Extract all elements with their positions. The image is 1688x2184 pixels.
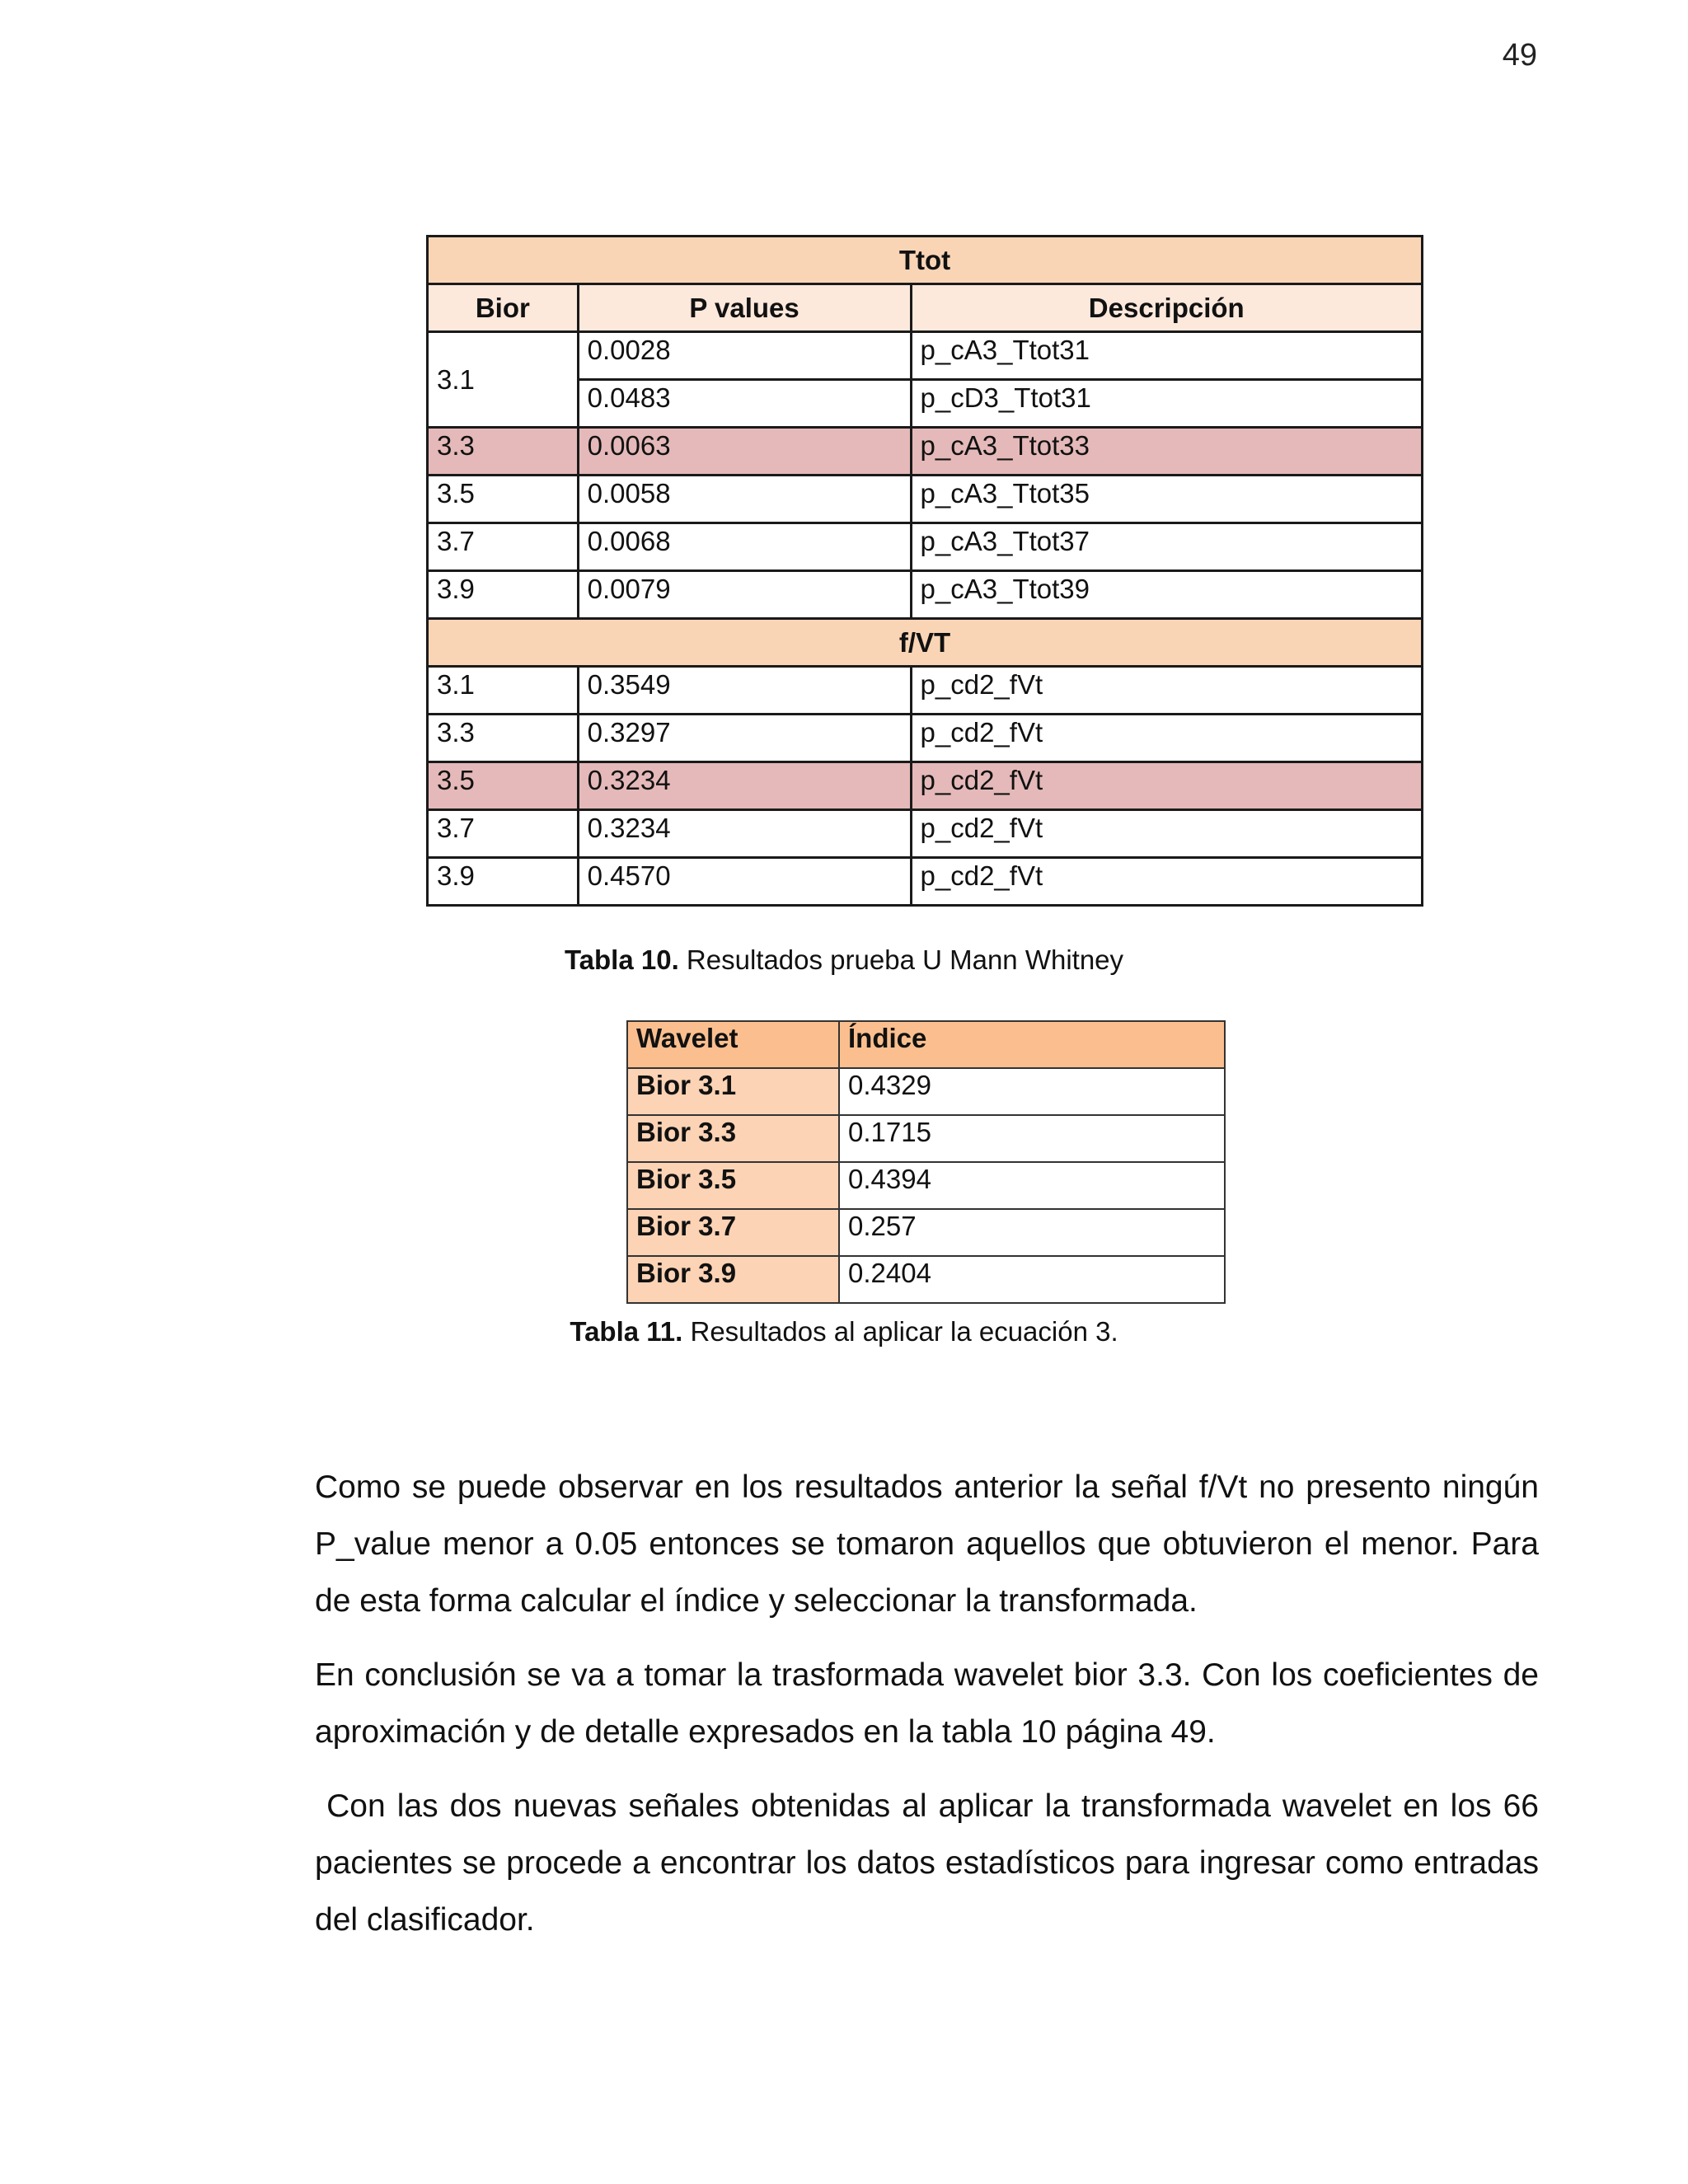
table-row: [627, 1115, 1225, 1162]
cell-p-value: 0.3297: [578, 715, 911, 762]
cell-indice: 0.1715: [839, 1115, 1225, 1162]
table-row: [428, 571, 1423, 619]
header-indice: Índice: [839, 1021, 1225, 1068]
section-title-ttot: Ttot: [428, 237, 1423, 284]
table11-caption-text: Resultados al aplicar la ecuación 3.: [682, 1316, 1118, 1347]
header-wavelet: Wavelet: [627, 1021, 839, 1068]
table10-caption-text: Resultados prueba U Mann Whitney: [678, 944, 1124, 975]
cell-indice: 0.257: [839, 1209, 1225, 1256]
cell-p-value: 0.4570: [578, 858, 911, 906]
cell-indice: 0.2404: [839, 1256, 1225, 1303]
cell-p-value: 0.3234: [578, 810, 911, 858]
cell-descripcion: p_cD3_Ttot31: [911, 380, 1422, 428]
table-row: [428, 476, 1423, 523]
cell-bior: 3.7: [428, 523, 579, 571]
cell-descripcion: p_cA3_Ttot35: [911, 476, 1422, 523]
table-mann-whitney: [426, 235, 1423, 907]
cell-descripcion: p_cd2_fVt: [911, 810, 1422, 858]
table-row: [428, 858, 1423, 906]
cell-wavelet: Bior 3.5: [627, 1162, 839, 1209]
table11-caption: [0, 1316, 1688, 1347]
paragraph-3: Con las dos nuevas señales obtenidas al aplicar la transformada wavelet en los 66 pacientes se procede a encontrar los datos estadísticos para ingresar como entradas del clasificador.: [315, 1788, 1548, 1938]
table-row: [627, 1068, 1225, 1115]
table-row: [428, 810, 1423, 858]
table-row: [428, 667, 1423, 715]
cell-p-value: 0.0079: [578, 571, 911, 619]
cell-descripcion: p_cd2_fVt: [911, 715, 1422, 762]
cell-bior: 3.9: [428, 571, 579, 619]
cell-bior: 3.3: [428, 428, 579, 476]
cell-indice: 0.4329: [839, 1068, 1225, 1115]
table-row: [627, 1256, 1225, 1303]
table-row: [627, 1162, 1225, 1209]
table10-caption-label: Tabla 10.: [564, 944, 679, 975]
section-header-ttot: [428, 237, 1423, 284]
cell-descripcion: p_cA3_Ttot31: [911, 332, 1422, 380]
table-row: [627, 1209, 1225, 1256]
cell-p-value: 0.3234: [578, 762, 911, 810]
section-header-fvt: [428, 619, 1423, 667]
column-header-row: [627, 1021, 1225, 1068]
cell-wavelet: Bior 3.9: [627, 1256, 839, 1303]
section-title-fvt: f/VT: [428, 619, 1423, 667]
cell-bior: 3.5: [428, 762, 579, 810]
cell-p-value: 0.0483: [578, 380, 911, 428]
cell-bior: 3.3: [428, 715, 579, 762]
cell-bior: 3.1: [428, 667, 579, 715]
cell-wavelet: Bior 3.7: [627, 1209, 839, 1256]
cell-bior: 3.7: [428, 810, 579, 858]
cell-p-value: 0.0028: [578, 332, 911, 380]
table11-caption-label: Tabla 11.: [570, 1316, 683, 1347]
table10-caption: [0, 944, 1688, 976]
cell-p-value: 0.0068: [578, 523, 911, 571]
cell-p-value: 0.0058: [578, 476, 911, 523]
cell-descripcion: p_cd2_fVt: [911, 667, 1422, 715]
table-row: [428, 332, 1423, 380]
cell-bior: 3.9: [428, 858, 579, 906]
cell-bior: 3.5: [428, 476, 579, 523]
cell-descripcion: p_cA3_Ttot39: [911, 571, 1422, 619]
table-row: [428, 523, 1423, 571]
cell-descripcion: p_cd2_fVt: [911, 858, 1422, 906]
cell-wavelet: Bior 3.3: [627, 1115, 839, 1162]
header-p-values: P values: [578, 284, 911, 332]
cell-descripcion: p_cA3_Ttot33: [911, 428, 1422, 476]
cell-bior: 3.1: [428, 332, 579, 428]
table-indice: [626, 1020, 1226, 1304]
cell-descripcion: p_cd2_fVt: [911, 762, 1422, 810]
cell-wavelet: Bior 3.1: [627, 1068, 839, 1115]
table-row: [428, 715, 1423, 762]
page-number: 49: [1502, 38, 1537, 73]
table-row-highlighted: [428, 762, 1423, 810]
paragraph-2: En conclusión se va a tomar la trasformada wavelet bior 3.3. Con los coeficientes de aproximación y de detalle expresados en la tabla 10 página 49.: [315, 1657, 1539, 1750]
cell-p-value: 0.3549: [578, 667, 911, 715]
header-bior: Bior: [428, 284, 579, 332]
header-descripcion: Descripción: [911, 284, 1422, 332]
paragraph-1: Como se puede observar en los resultados anterior la señal f/Vt no presento ningún P_value menor a 0.05 entonces se tomaron aquellos que obtuvieron el menor. Para de esta forma calcular el índice y seleccionar la transformada.: [315, 1469, 1539, 1619]
table-row-highlighted: [428, 428, 1423, 476]
cell-p-value: 0.0063: [578, 428, 911, 476]
cell-descripcion: p_cA3_Ttot37: [911, 523, 1422, 571]
column-header-row: [428, 284, 1423, 332]
cell-indice: 0.4394: [839, 1162, 1225, 1209]
